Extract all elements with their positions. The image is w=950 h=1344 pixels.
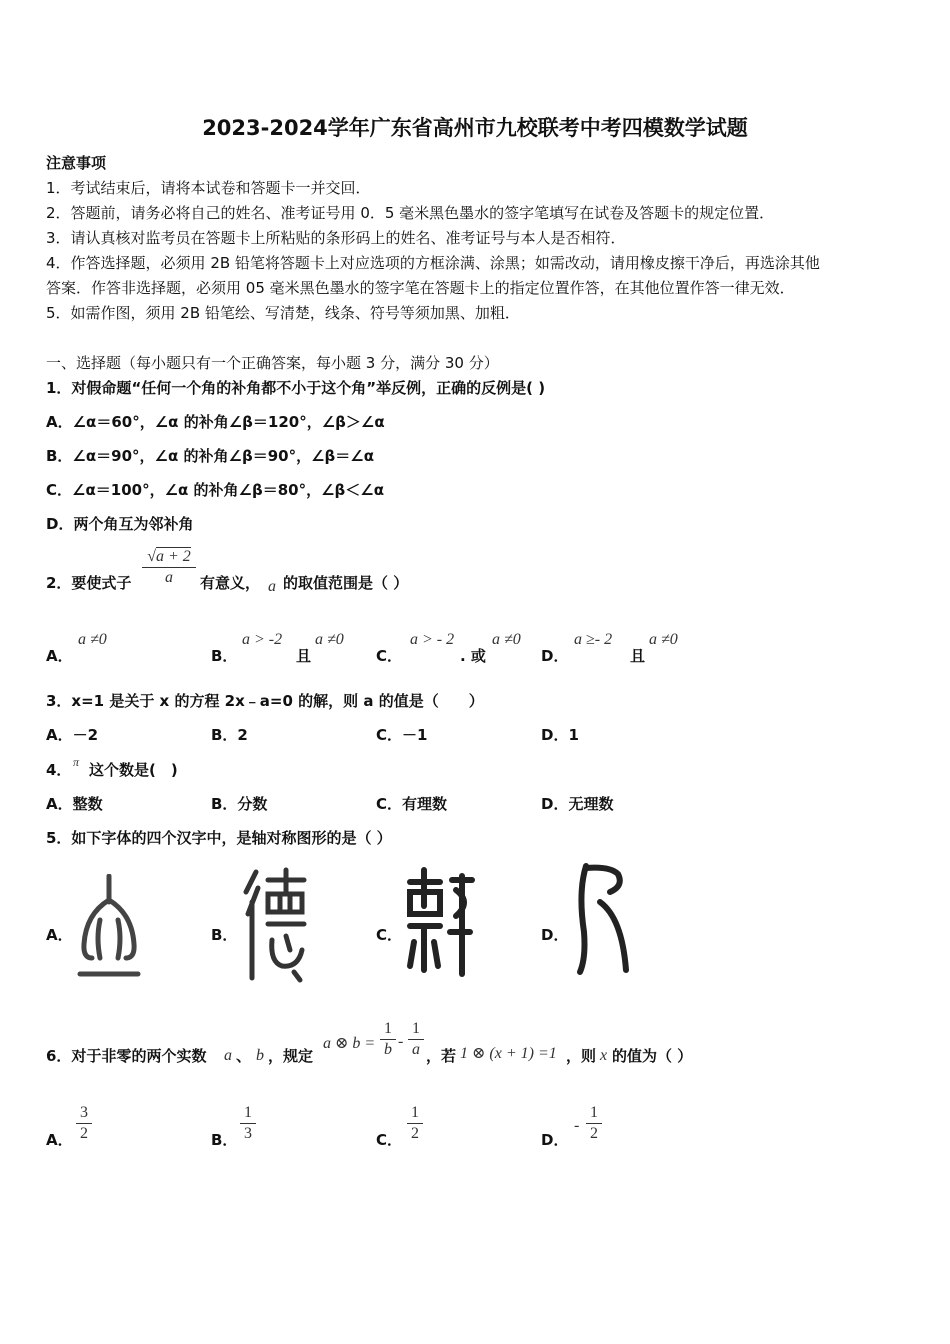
fraction-numerator: 1 [411, 1104, 419, 1121]
q6-var-a: a [224, 1047, 232, 1064]
q5-option-d-label: D． [541, 926, 569, 944]
q2-option-d-math1: a ≥- 2 [574, 631, 613, 648]
question-4-stem-pre: 4． [46, 761, 72, 779]
q2-fraction-numerator: a + 2 [155, 548, 191, 565]
q1-option-c: C．∠α＝100°，∠α 的补角∠β＝80°，∠β＜∠α [46, 481, 385, 499]
notice-item: 3．请认真核对监考员在答题卡上所粘贴的条形码上的姓名、准考证号与本人是否相符． [46, 229, 626, 247]
q6-option-d-fraction [586, 1104, 602, 1143]
q4-option-b: B．分数 [211, 795, 268, 813]
q1-option-d: D．两个角互为邻补角 [46, 515, 194, 533]
q6-option-a-label: A． [46, 1131, 73, 1149]
q2-option-a-label: A． [46, 647, 73, 665]
question-3-stem: 3．x=1 是关于 x 的方程 2x﹣a=0 的解，则 a 的值是（ ） [46, 692, 484, 710]
notice-item: 答案．作答非选择题，必须用 05 毫米黑色墨水的签字笔在答题卡上的指定位置作答，在其他位置作答一律无效． [46, 279, 795, 297]
q3-option-b: B．2 [211, 726, 248, 744]
notice-item: 2．答题前，请务必将自己的姓名、准考证号用 0．5 毫米黑色墨水的签字笔填写在试卷及答题卡的规定位置． [46, 204, 775, 222]
notice-item: 4．作答选择题，必须用 2B 铅笔将答题卡上对应选项的方框涂满、涂黑；如需改动，请用橡皮擦干净后，再选涂其他 [46, 254, 820, 272]
fraction-denominator: b [384, 1041, 392, 1058]
question-6-stem-pre: 6．对于非零的两个实数 [46, 1047, 207, 1065]
question-5-stem: 5．如下字体的四个汉字中，是轴对称图形的是（ ） [46, 829, 392, 847]
q2-option-c-or: . 或 [460, 647, 486, 665]
q6-condition: 1 ⊗ (x + 1) =1 [460, 1045, 557, 1062]
q2-option-b-and: 且 [296, 647, 312, 665]
q4-option-a: A．整数 [46, 795, 103, 813]
q6-definition-fraction-2 [408, 1020, 424, 1059]
q3-option-a: A．－2 [46, 726, 99, 744]
q6-definition-lhs: a ⊗ b = [323, 1035, 376, 1052]
q6-option-d-label: D． [541, 1131, 569, 1149]
q6-option-c-label: C． [376, 1131, 403, 1149]
question-2-stem-mid: 有意义， [200, 574, 261, 592]
q6-stem-mid3: ，则 [566, 1047, 597, 1065]
q6-definition-minus: - [398, 1033, 404, 1050]
fraction-numerator: 1 [384, 1020, 392, 1037]
fraction-denominator: 2 [411, 1125, 419, 1142]
q6-var-b: b [256, 1047, 264, 1064]
q6-stem-post: 的值为（ ） [612, 1047, 693, 1065]
fraction-numerator: 1 [244, 1104, 252, 1121]
q6-option-a-fraction [76, 1104, 92, 1143]
fraction-denominator: 2 [590, 1125, 598, 1142]
question-2-stem-pre: 2．要使式子 [46, 574, 132, 592]
seal-script-glyph-a [76, 874, 142, 986]
q6-option-c-fraction [407, 1104, 423, 1143]
q2-option-b-label: B． [211, 647, 238, 665]
q2-option-b-math1: a > -2 [242, 631, 283, 648]
q2-option-b-math2: a ≠0 [315, 631, 344, 648]
fraction-denominator: a [412, 1041, 420, 1058]
q2-option-d-and: 且 [630, 647, 646, 665]
fraction-denominator: 3 [244, 1125, 252, 1142]
seal-script-glyph-d [574, 862, 638, 978]
q5-option-a-label: A． [46, 926, 73, 944]
q5-option-c-label: C． [376, 926, 403, 944]
q2-fraction: √a + 2 a [142, 548, 196, 587]
fraction-numerator: 3 [80, 1104, 88, 1121]
q1-option-b: B．∠α＝90°，∠α 的补角∠β＝90°，∠β＝∠α [46, 447, 375, 465]
fraction-numerator: 1 [412, 1020, 420, 1037]
notice-item: 5．如需作图，须用 2B 铅笔绘、写清楚，线条、符号等须加黑、加粗． [46, 304, 520, 322]
section-heading: 一、选择题（每小题只有一个正确答案，每小题 3 分，满分 30 分） [46, 354, 499, 372]
fraction-denominator: 2 [80, 1125, 88, 1142]
q2-option-d-math2: a ≠0 [649, 631, 678, 648]
q6-option-d-sign: - [574, 1117, 580, 1134]
q2-option-c-math2: a ≠0 [492, 631, 521, 648]
q6-definition-fraction-1 [380, 1020, 396, 1059]
q4-option-c: C．有理数 [376, 795, 448, 813]
page-title: 2023-2024学年广东省高州市九校联考中考四模数学试题 [202, 116, 748, 140]
q3-option-d: D．1 [541, 726, 579, 744]
q6-separator: 、 [236, 1047, 252, 1065]
seal-script-glyph-c [404, 866, 478, 982]
q4-pi-symbol: π [73, 755, 80, 769]
fraction-numerator: 1 [590, 1104, 598, 1121]
q2-option-c-label: C． [376, 647, 403, 665]
notice-item: 1．考试结束后，请将本试卷和答题卡一并交回． [46, 179, 371, 197]
q2-option-c-math1: a > - 2 [410, 631, 455, 648]
seal-script-glyph-b [242, 866, 312, 986]
q1-option-a: A．∠α＝60°，∠α 的补角∠β＝120°，∠β＞∠α [46, 413, 385, 431]
q6-option-b-fraction [240, 1104, 256, 1143]
question-2-stem-post: 的取值范围是（ ） [283, 574, 409, 592]
q6-stem-mid2: ，若 [426, 1047, 457, 1065]
notice-heading: 注意事项 [46, 154, 107, 172]
q3-option-c: C．－1 [376, 726, 428, 744]
q2-option-d-label: D． [541, 647, 569, 665]
q6-stem-mid: ，规定 [268, 1047, 314, 1065]
q5-option-b-label: B． [211, 926, 238, 944]
q6-option-b-label: B． [211, 1131, 238, 1149]
question-1-stem: 1．对假命题“任何一个角的补角都不小于这个角”举反例，正确的反例是( ) [46, 379, 546, 397]
q2-option-a-math: a ≠0 [78, 631, 107, 648]
question-4-stem-post: 这个数是( ) [89, 761, 178, 779]
q4-option-d: D．无理数 [541, 795, 614, 813]
q2-fraction-denominator: a [165, 569, 173, 586]
q6-var-x: x [600, 1047, 608, 1064]
q2-variable: a [268, 578, 276, 595]
